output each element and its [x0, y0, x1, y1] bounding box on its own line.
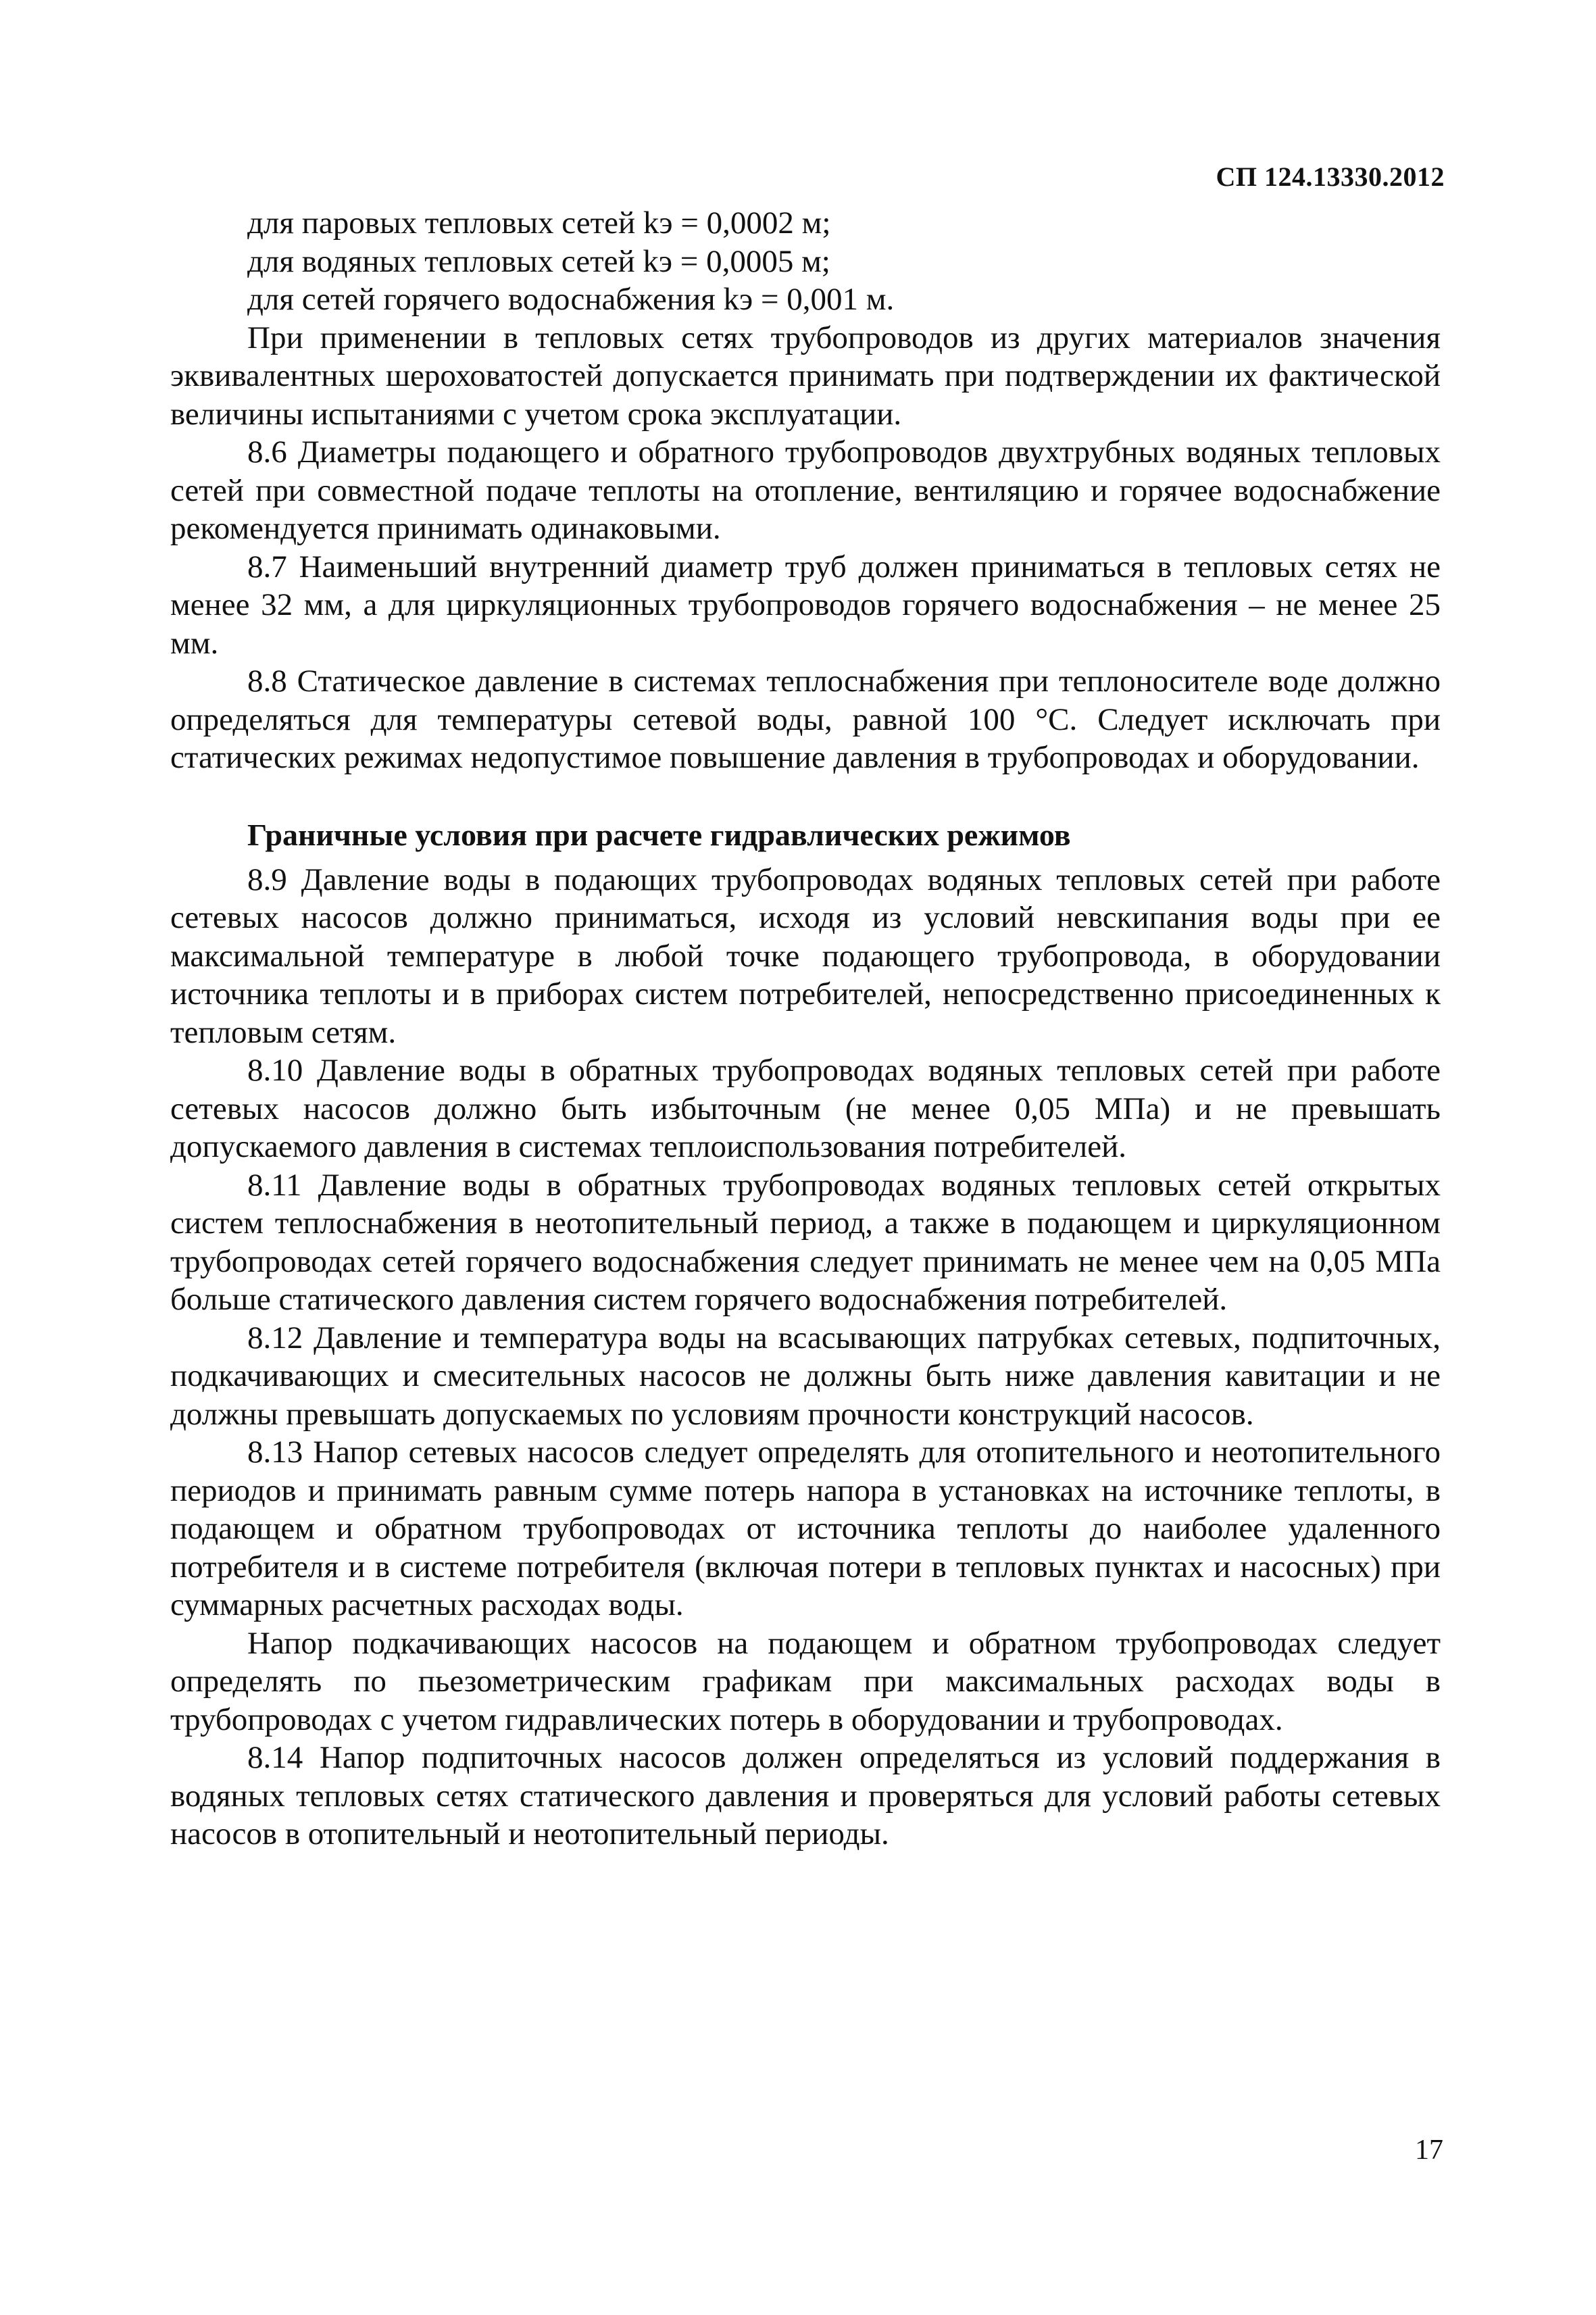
paragraph-8-7: 8.7 Наименьший внутренний диаметр труб должен приниматься в тепловых сетях не менее 32 мм, а для циркуляционных трубопроводов горячего водоснабжения – не менее 25 мм.: [170, 549, 1441, 661]
coefficient-water-networks: для водяных тепловых сетей kэ = 0,0005 м;: [247, 243, 830, 279]
paragraph-8-14: 8.14 Напор подпиточных насосов должен определяться из условий поддержания в водяных тепловых сетях статического давления и проверяться для условий работы сетевых насосов в отопительный и неотопительный периоды.: [170, 1740, 1441, 1851]
paragraph-8-10: 8.10 Давление воды в обратных трубопроводах водяных тепловых сетей при работе сетевых насосов должно быть избыточным (не менее 0,05 МПа) и не превышать допускаемого давления в системах теплоиспользования потребителей.: [170, 1053, 1441, 1164]
paragraph-8-13: 8.13 Напор сетевых насосов следует определять для отопительного и неотопительного периодов и принимать равным сумме потерь напора в установках на источнике теплоты, в подающем и обратном трубопроводах от источника теплоты до наиболее удаленного потребителя и в системе потребителя (включая потери в тепловых пунктах и насосных) при суммарных расчетных расходах воды.: [170, 1435, 1441, 1622]
paragraph-other-materials: При применении в тепловых сетях трубопроводов из других материалов значения эквивалентных шероховатостей допускается принимать при подтверждении их фактической величины испытаниями с учетом срока эксплуатации.: [170, 320, 1441, 432]
section-heading: Граничные условия при расчете гидравлических режимов: [247, 817, 1071, 852]
coefficient-hot-water-networks: для сетей горячего водоснабжения kэ = 0,001 м.: [247, 282, 895, 317]
paragraph-8-12: 8.12 Давление и температура воды на всасывающих патрубках сетевых, подпиточных, подкачивающих и смесительных насосов не должны быть ниже давления кавитации и не должны превышать допускаемых по условиям прочности конструкций насосов.: [170, 1320, 1441, 1432]
document-body: [170, 204, 1441, 1853]
coefficient-steam-networks: для паровых тепловых сетей kэ = 0,0002 м;: [247, 205, 831, 241]
paragraph-8-8: 8.8 Статическое давление в системах теплоснабжения при теплоносителе воде должно определяться для температуры сетевой воды, равной 100 °С. Следует исключать при статических режимах недопустимое повышение давления в трубопроводах и оборудовании.: [170, 664, 1441, 775]
page-number: 17: [1415, 2135, 1443, 2166]
document-code: СП 124.13330.2012: [1216, 161, 1445, 192]
paragraph-8-11: 8.11 Давление воды в обратных трубопроводах водяных тепловых сетей открытых систем теплоснабжения в неотопительный период, а также в подающем и циркуляционном трубопроводах сетей горячего водоснабжения следует принимать не менее чем на 0,05 МПа больше статического давления систем горячего водоснабжения потребителей.: [170, 1167, 1441, 1317]
paragraph-8-6: 8.6 Диаметры подающего и обратного трубопроводов двухтрубных водяных тепловых сетей при совместной подаче теплоты на отопление, вентиляцию и горячее водоснабжение рекомендуется принимать одинаковыми.: [170, 434, 1441, 546]
paragraph-8-9: 8.9 Давление воды в подающих трубопроводах водяных тепловых сетей при работе сетевых насосов должно приниматься, исходя из условий невскипания воды при ее максимальной температуре в любой точке подающего трубопровода, в оборудовании источника теплоты и в приборах систем потребителей, непосредственно присоединенных к тепловым сетям.: [170, 862, 1441, 1050]
paragraph-booster-pumps: Напор подкачивающих насосов на подающем и обратном трубопроводах следует определять по пьезометрическим графикам при максимальных расходах воды в трубопроводах с учетом гидравлических потерь в оборудовании и трубопроводах.: [170, 1625, 1441, 1737]
